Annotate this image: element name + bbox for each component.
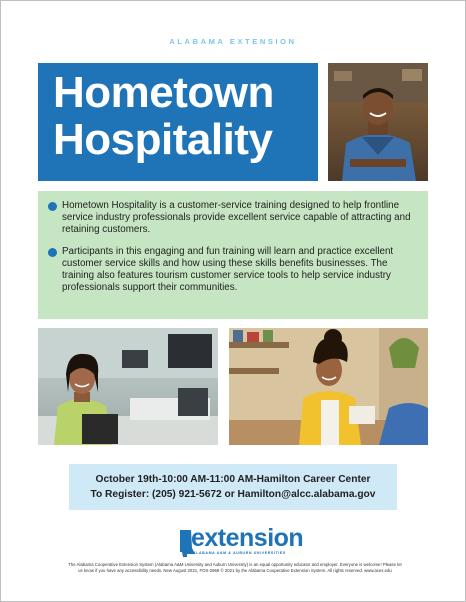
description-text-1: Hometown Hospitality is a customer-service training designed to help frontline service industry professionals provide excellent service capable of attracting and retaining customers. — [62, 200, 411, 236]
footer-disclaimer — [60, 562, 410, 574]
event-details-box — [69, 464, 397, 510]
disclaimer-line-2: us know if you have any accessibility needs. New August 2021, FOS-2969 © 2021 by the Alabama Cooperative Extension System. All rights reserved. www.aces.edu — [78, 568, 392, 573]
title-banner — [38, 63, 318, 181]
description-paragraph — [48, 200, 416, 237]
photo-cashier — [38, 328, 218, 445]
photo-shop-counter — [229, 328, 428, 445]
description-text-2: Participants in this engaging and fun training will learn and practice excellent customer service skills and how using these skills benefits businesses. The training also features tourism customer service tools to help service industry professionals support their communities. — [62, 245, 394, 294]
disclaimer-line-1: The Alabama Cooperative Extension System (Alabama A&M University and Auburn University) is an equal opportunity educator and employer. Everyone is welcome! Please let — [68, 562, 402, 567]
event-registration: To Register: (205) 921-5672 or Hamilton@alcc.alabama.gov — [90, 489, 376, 500]
event-date-time: October 19th-10:00 AM-11:00 AM-Hamilton Career Center — [95, 474, 371, 485]
description-paragraph — [48, 246, 416, 295]
bullet-icon — [48, 248, 57, 257]
extension-logo — [177, 524, 304, 558]
bullet-icon — [48, 202, 57, 211]
title-line-1: Hometown — [53, 68, 274, 117]
description-box — [38, 191, 428, 319]
org-label: ALABAMA EXTENSION — [169, 37, 297, 46]
logo-wordmark: extension — [191, 524, 304, 552]
title-line-2: Hospitality — [53, 115, 273, 164]
photo-smiling-server — [328, 63, 428, 181]
logo-subtitle: ALABAMA A&M & AUBURN UNIVERSITIES — [193, 551, 286, 555]
